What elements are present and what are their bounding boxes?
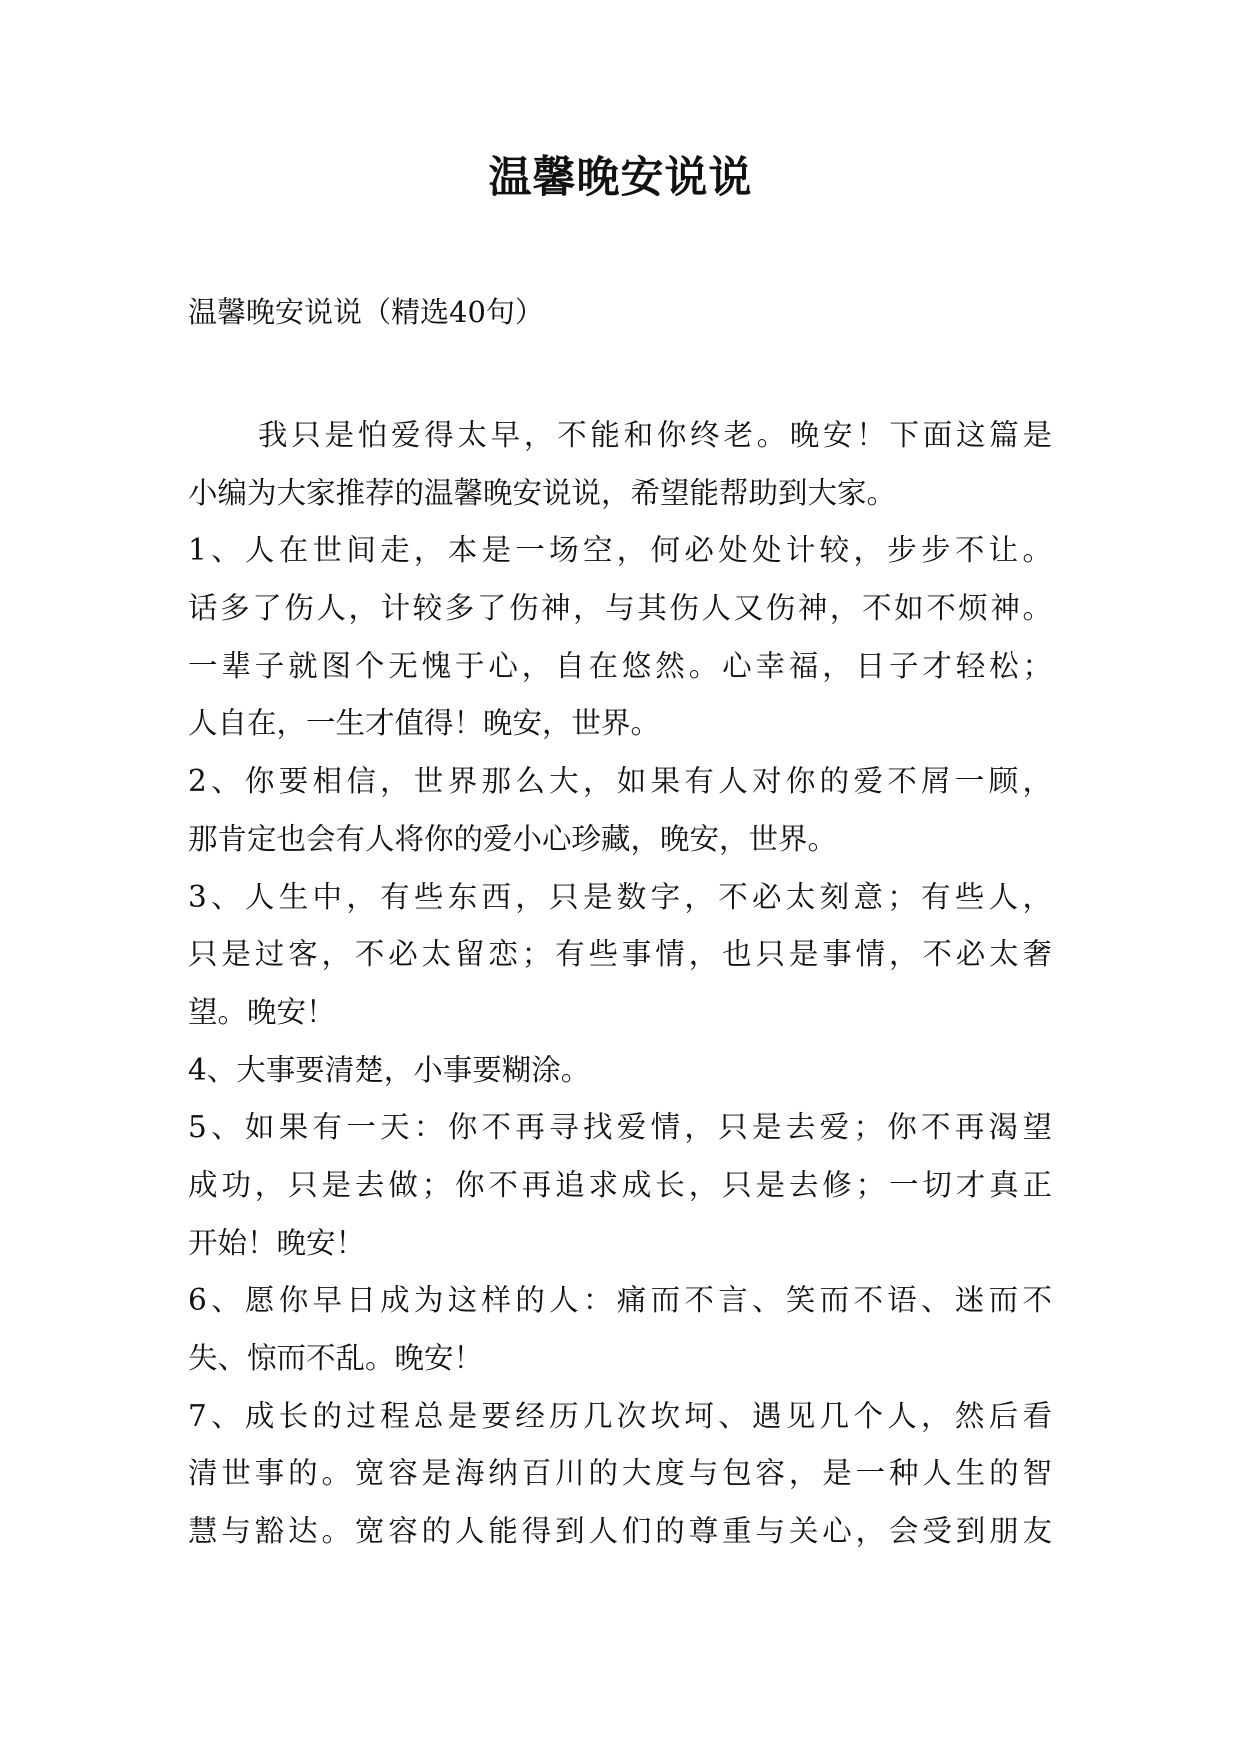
- paragraph-line: 2、你要相信，世界那么大，如果有人对你的爱不屑一顾，: [188, 764, 1052, 799]
- paragraph-line: 5、如果有一天：你不再寻找爱情，只是去爱；你不再渴望: [188, 1110, 1052, 1145]
- paragraph-line: 6、愿你早日成为这样的人：痛而不言、笑而不语、迷而不: [188, 1283, 1052, 1318]
- paragraph-line: 1、人在世间走，本是一场空，何必处处计较，步步不让。: [188, 533, 1052, 568]
- paragraph-line: 7、成长的过程总是要经历几次坎坷、遇见几个人，然后看: [188, 1398, 1052, 1433]
- document-subtitle: 温馨晚安说说（精选40句）: [188, 295, 544, 329]
- paragraph-line: 我只是怕爱得太早，不能和你终老。晚安！下面这篇是: [258, 418, 1052, 452]
- paragraph-line: 人自在，一生才值得！晚安，世界。: [188, 706, 661, 741]
- paragraph-line: 慧与豁达。宽容的人能得到人们的尊重与关心，会受到朋友: [188, 1514, 1052, 1549]
- paragraph-line: 4、大事要清楚，小事要糊涂。: [188, 1052, 591, 1087]
- paragraph-line: 清世事的。宽容是海纳百川的大度与包容，是一种人生的智: [188, 1456, 1052, 1491]
- paragraph-line: 成功，只是去做；你不再追求成长，只是去修；一切才真正: [188, 1167, 1052, 1202]
- paragraph-line: 小编为大家推荐的温馨晚安说说，希望能帮助到大家。: [188, 475, 897, 510]
- paragraph-line: 望。晚安！: [188, 994, 336, 1029]
- paragraph-line: 一辈子就图个无愧于心，自在悠然。心幸福，日子才轻松；: [188, 648, 1052, 683]
- document-body: [188, 407, 1052, 1561]
- paragraph-line: 话多了伤人，计较多了伤神，与其伤人又伤神，不如不烦神。: [188, 591, 1052, 626]
- paragraph-line: 开始！晚安！: [188, 1225, 366, 1260]
- paragraph-line: 只是过客，不必太留恋；有些事情，也只是事情，不必太奢: [188, 937, 1052, 972]
- paragraph-line: 失、惊而不乱。晚安！: [188, 1341, 484, 1375]
- paragraph-line: 那肯定也会有人将你的爱小心珍藏，晚安，世界。: [188, 821, 838, 856]
- paragraph-line: 3、人生中，有些东西，只是数字，不必太刻意；有些人，: [188, 879, 1052, 914]
- document-title: 温馨晚安说说: [488, 153, 753, 203]
